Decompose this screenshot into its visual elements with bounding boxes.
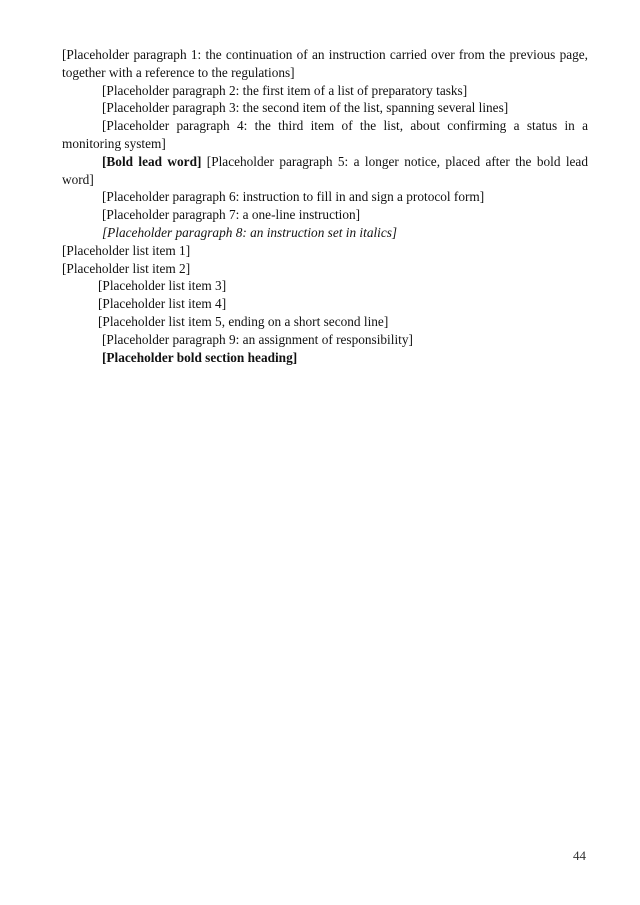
paragraph	[62, 206, 588, 224]
paragraph-text: [Placeholder paragraph 6: instruction to fill in and sign a protocol form]	[102, 189, 485, 205]
paragraph-text: [Placeholder list item 3]	[98, 278, 227, 294]
paragraph	[62, 260, 588, 278]
paragraph-text: [Placeholder paragraph 5: a longer notice, placed after the bold lead word]	[62, 153, 588, 187]
paragraph	[62, 331, 588, 349]
paragraph-text: [Placeholder paragraph 4: the third item of the list, about confirming a status in a monitoring system]	[62, 118, 588, 151]
paragraph-text: [Placeholder list item 4]	[98, 296, 227, 312]
paragraph	[62, 117, 588, 153]
paragraph	[62, 242, 588, 260]
paragraph	[62, 188, 588, 206]
paragraph-text: [Placeholder bold section heading]	[102, 349, 298, 365]
paragraph-text: [Placeholder list item 2]	[62, 260, 191, 276]
paragraph	[62, 349, 588, 367]
paragraph-text: [Placeholder paragraph 1: the continuation of an instruction carried over from the previous page, together with a reference to the regulations]	[62, 47, 588, 80]
paragraph-lead: [Bold lead word]	[102, 153, 202, 169]
paragraph	[62, 277, 588, 295]
paragraph-text: [Placeholder paragraph 9: an assignment of responsibility]	[102, 331, 413, 347]
paragraph	[62, 82, 588, 100]
paragraph-text: [Placeholder paragraph 7: a one-line instruction]	[102, 207, 361, 223]
page-number: 44	[573, 848, 586, 863]
paragraph	[62, 46, 588, 82]
paragraph	[62, 153, 588, 189]
paragraph	[62, 295, 588, 313]
paragraph-text: [Placeholder paragraph 3: the second item of the list, spanning several lines]	[102, 100, 509, 116]
paragraph	[62, 224, 588, 242]
paragraph-text: [Placeholder paragraph 2: the first item of a list of preparatory tasks]	[102, 82, 468, 98]
paragraph-text: [Placeholder paragraph 8: an instruction set in italics]	[102, 224, 398, 240]
paragraph-text: [Placeholder list item 5, ending on a short second line]	[98, 313, 389, 329]
paragraph	[62, 313, 588, 331]
paragraph	[62, 99, 588, 117]
paragraph-text: [Placeholder list item 1]	[62, 242, 191, 258]
document-page	[62, 46, 588, 366]
